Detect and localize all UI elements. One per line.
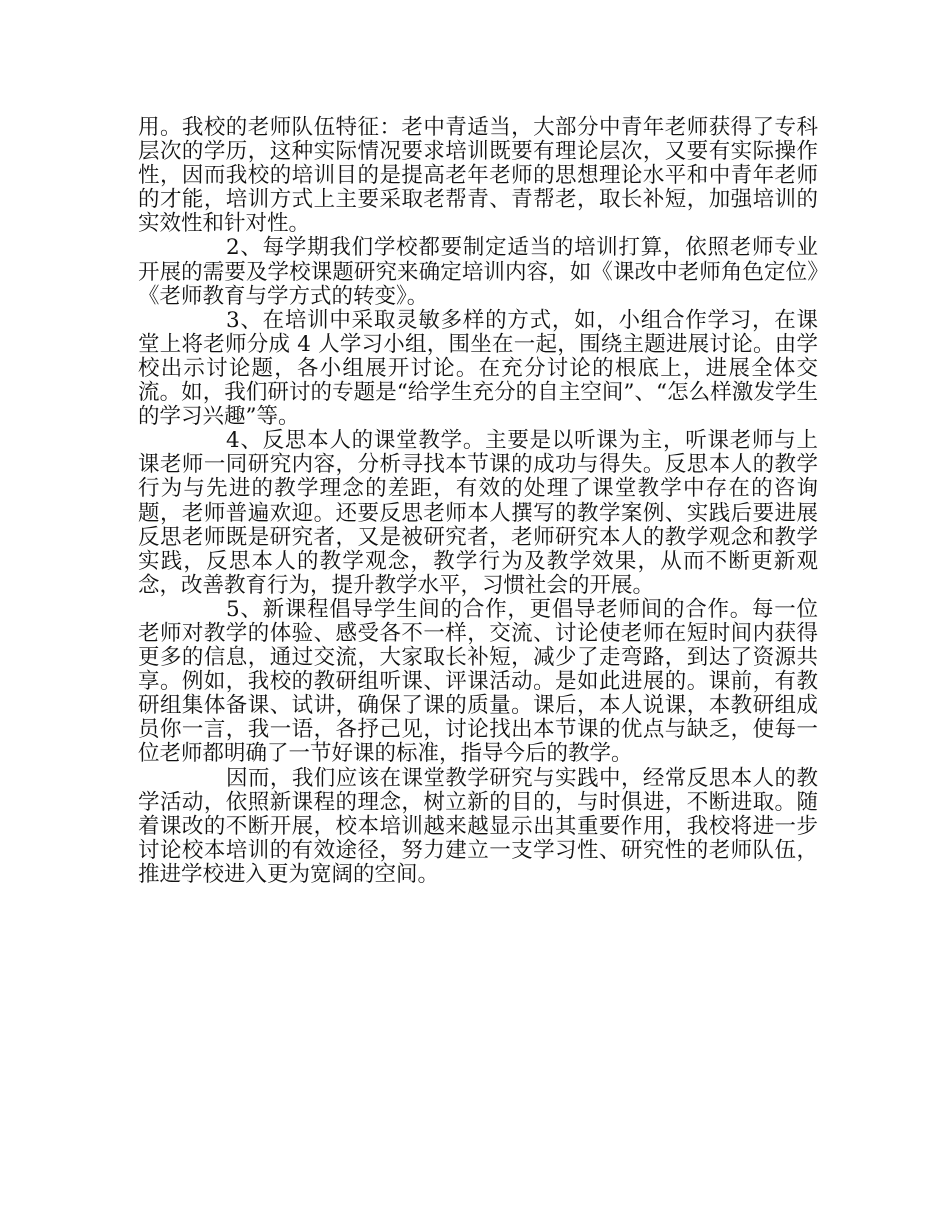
paragraph-item-5: 5、新课程倡导学生间的合作，更倡导老师间的合作。每一位老师对教学的体验、感受各不一样，交流、讨论使老师在短时间内获得更多的信息，通过交流，大家取长补短，减少了走弯路，到达了资源共享。例如，我校的教研组听课、评课活动。是如此进展的。课前，有教研组集体备课、试讲，确保了课的质量。课后，本人说课，本教研组成员你一言，我一语，各抒己见，讨论找出本节课的优点与缺乏，使每一位老师都明确了一节好课的标准，指导今后的教学。 [138,596,818,767]
paragraph-item-3: 3、在培训中采取灵敏多样的方式，如，小组合作学习，在课堂上将老师分成 4 人学习小组，围坐在一起，围绕主题进展讨论。由学校出示讨论题，各小组展开讨论。在充分讨论的根底上，进展全体交流。如，我们研讨的专题是“给学生充分的自主空间”、“怎么样激发学生的学习兴趣”等。 [138,307,818,430]
paragraph-continuation: 用。我校的老师队伍特征：老中青适当，大部分中青年老师获得了专科层次的学历，这种实际情况要求培训既要有理论层次，又要有实际操作性，因而我校的培训目的是提高老年老师的思想理论水平和中青年老师的才能，培训方式上主要采取老帮青、青帮老，取长补短，加强培训的实效性和针对性。 [138,115,818,237]
paragraph-conclusion: 因而，我们应该在课堂教学研究与实践中，经常反思本人的教学活动，依照新课程的理念，树立新的目的，与时俱进，不断进取。随着课改的不断开展，校本培训越来越显示出其重要作用，我校将进一步讨论校本培训的有效途径，努力建立一支学习性、研究性的老师队伍，推进学校进入更为宽阔的空间。 [138,765,818,887]
paragraph-item-4: 4、反思本人的课堂教学。主要是以听课为主，听课老师与上课老师一同研究内容，分析寻找本节课的成功与得失。反思本人的教学行为与先进的教学理念的差距，有效的处理了课堂教学中存在的咨询题，老师普遍欢迎。还要反思老师本人撰写的教学案例、实践后要进展反思老师既是研究者，又是被研究者，老师研究本人的教学观念和教学实践，反思本人的教学观念，教学行为及教学效果，从而不断更新观念，改善教育行为，提升教学水平，习惯社会的开展。 [138,428,818,598]
document-body [138,116,818,887]
paragraph-item-2: 2、每学期我们学校都要制定适当的培训打算，依照老师专业开展的需要及学校课题研究来确定培训内容，如《课改中老师角色定位》《老师教育与学方式的转变》。 [138,235,818,309]
